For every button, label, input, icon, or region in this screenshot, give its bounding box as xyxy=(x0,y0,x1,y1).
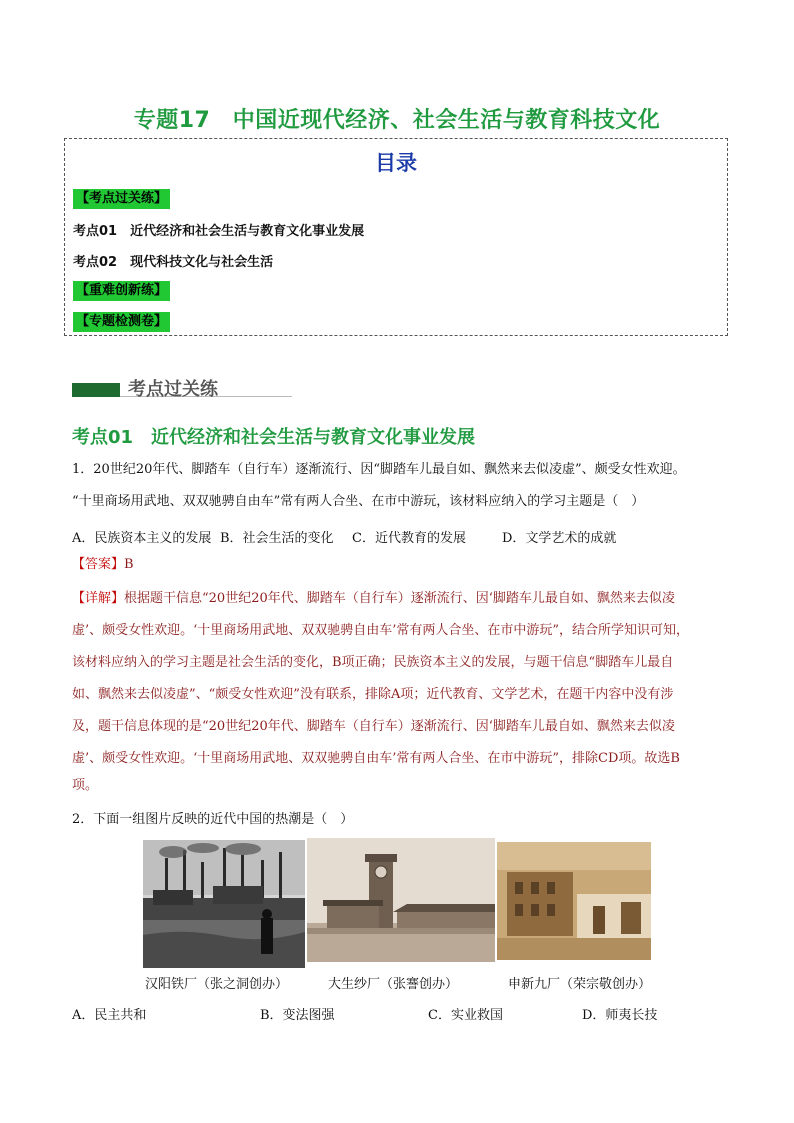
q1-option-d: D．文学艺术的成就 xyxy=(502,531,617,546)
toc-tag-test[interactable]: 【专题检测卷】 xyxy=(73,312,170,332)
answer-line xyxy=(72,551,728,579)
q2-option-d: D．师夷长技 xyxy=(582,1008,658,1023)
page-title: 专题17 中国近现代经济、社会生活与教育科技文化 xyxy=(133,108,661,133)
q1-option-a: A．民族资本主义的发展 xyxy=(72,531,212,546)
detail-line-3: 该材料应纳入的学习主题是社会生活的变化，B项正确；民族资本主义的发展，与题干信息“脚踏车儿最自 xyxy=(72,655,674,670)
caption-hanyang: 汉阳铁厂（张之洞创办） xyxy=(145,977,289,992)
toc-tag-practice[interactable]: 【考点过关练】 xyxy=(73,189,170,209)
banner-bar xyxy=(72,383,120,397)
q1-option-c: C．近代教育的发展 xyxy=(352,531,466,546)
detail-line-2: 虚’、颇受女性欢迎。‘十里商场用武地、双双驰骋自由车’常有两人合坐、在市中游玩”，结合所学知识可知， xyxy=(72,623,690,638)
question-1-line-1: 1．20世纪20年代、脚踏车（自行车）逐渐流行、因“脚踏车儿最自如、飘然来去似凌虚”、颇受女性欢迎。 xyxy=(72,462,686,477)
banner-text: 考点过关练 xyxy=(128,379,218,400)
toc-item-2[interactable]: 考点02 现代科技文化与社会生活 xyxy=(73,255,274,270)
q2-option-a: A．民主共和 xyxy=(72,1008,147,1023)
q2-option-c: C．实业救国 xyxy=(428,1008,503,1023)
table-of-contents xyxy=(64,138,728,336)
q2-option-b: B．变法图强 xyxy=(260,1008,335,1023)
answer-value: B xyxy=(124,557,134,572)
detail-line-1: 【详解】根据题干信息“20世纪20年代、脚踏车（自行车）逐渐流行、因‘脚踏车儿最自如、飘然来去似凌 xyxy=(72,591,675,606)
detail-line-5: 及，题干信息体现的是“20世纪20年代、脚踏车（自行车）逐渐流行、因‘脚踏车儿最自如、飘然来去似凌 xyxy=(72,719,675,734)
detail-line-4: 如、飘然来去似凌虚”、“颇受女性欢迎”没有联系，排除A项；近代教育、文学艺术，在题干内容中没有涉 xyxy=(72,687,674,702)
q1-option-b: B．社会生活的变化 xyxy=(220,531,334,546)
shenxin-mill-photo xyxy=(497,842,651,960)
question-1-line-2: “十里商场用武地、双双驰骋自由车”常有两人合坐、在市中游玩，该材料应纳入的学习主题是（ ） xyxy=(72,494,645,509)
toc-heading: 目录 xyxy=(375,151,417,175)
answer-label: 【答案】 xyxy=(72,557,125,572)
question-2-stem: 2．下面一组图片反映的近代中国的热潮是（ ） xyxy=(72,812,354,827)
section-banner xyxy=(72,373,292,403)
toc-item-1[interactable]: 考点01 近代经济和社会生活与教育文化事业发展 xyxy=(73,224,365,239)
section-heading: 考点01 近代经济和社会生活与教育文化事业发展 xyxy=(72,427,476,448)
detail-line-7: 项。 xyxy=(72,778,99,793)
dasheng-mill-photo xyxy=(307,838,495,962)
hanyang-ironworks-photo xyxy=(143,840,305,968)
detail-label: 【详解】 xyxy=(72,591,125,606)
caption-dasheng: 大生纱厂（张謇创办） xyxy=(328,977,459,992)
caption-shenxin: 申新九厂（荣宗敬创办） xyxy=(508,977,652,992)
detail-line-6: 虚’、颇受女性欢迎。‘十里商场用武地、双双驰骋自由车’常有两人合坐、在市中游玩”，排除CD项。故选B xyxy=(72,751,680,766)
toc-tag-innovation[interactable]: 【重难创新练】 xyxy=(73,281,170,301)
